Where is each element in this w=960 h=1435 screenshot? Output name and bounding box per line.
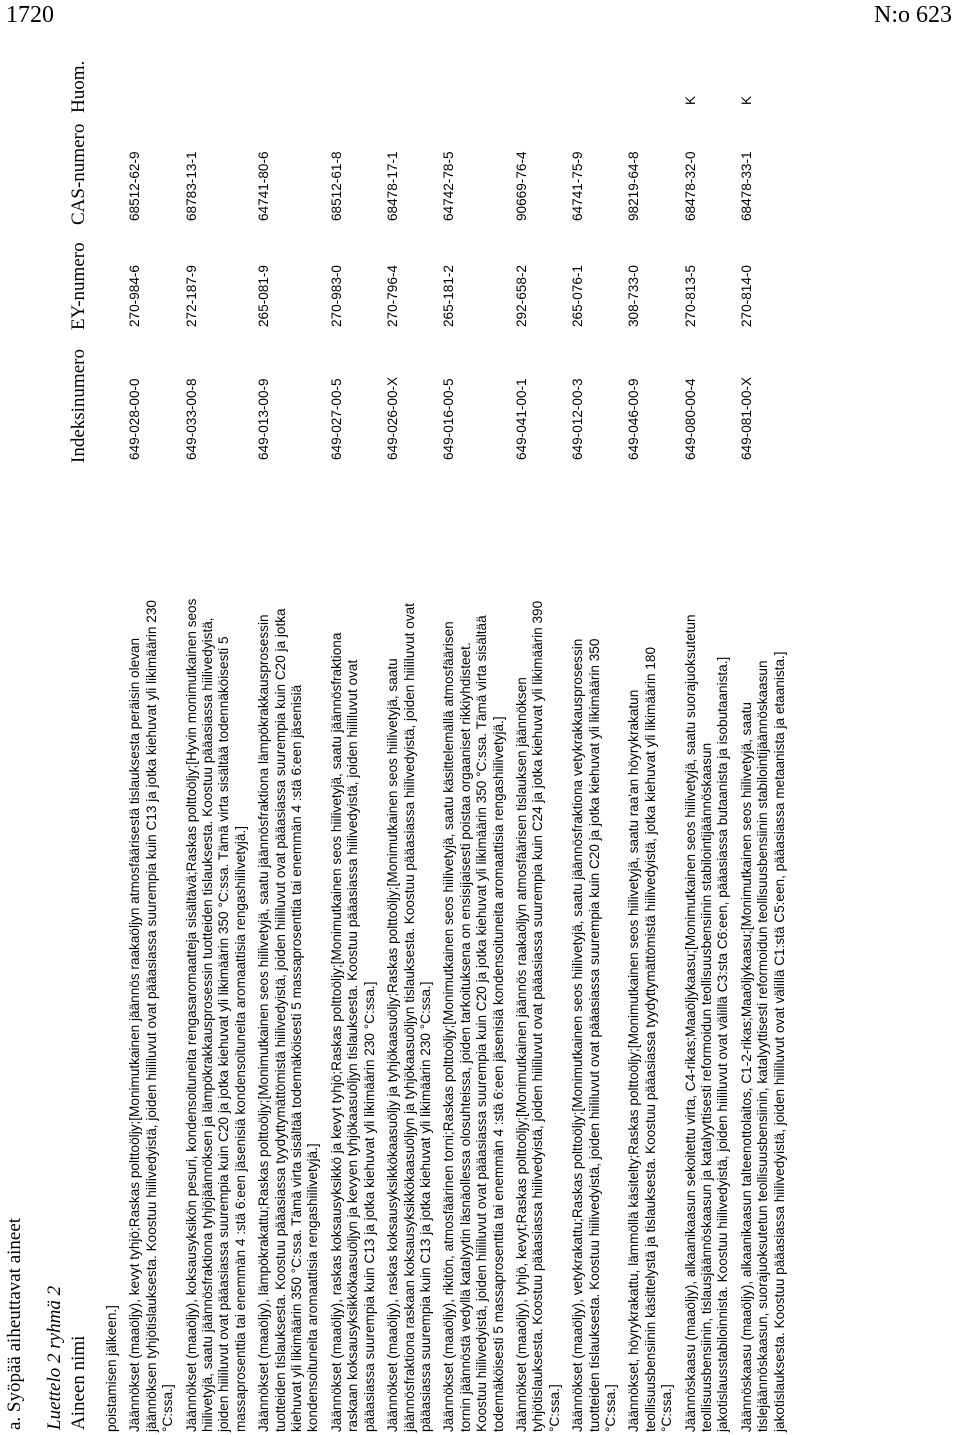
index-number: 649-046-00-9: [626, 378, 642, 460]
ec-number: 270-984-6: [127, 265, 143, 327]
index-number: 649-080-00-4: [682, 378, 698, 460]
cas-number: 64741-80-6: [256, 151, 272, 221]
substance-name: Jäännökset (maaöljy), tyhjö, kevyt;Raskas polttoöljy;[Monimutkainen jäännös raakaöljyn atmosfäärisen tislauksen jäännöksen tyhjötislauksesta. Koostuu pääasiassa hiilivedyistä, joiden hiililuvut ovat pääasiassa suurempia kuin C24 ja jotka kiehuvat yli likimäärin 390 °C:ssa.]: [513, 600, 562, 1432]
column-header-note: Huom.: [68, 60, 89, 113]
table-row: [739, 40, 788, 1435]
substance-name: Jäännökset (maaöljy), vetykrakattu;Raskas polttoöljy;[Monimutkainen seos hiilivetyjä, saatu jäännösfraktiona vetykrakkausprosessin tuotteiden tislauksesta. Koostuu hiilivedyistä, joiden hiililuvut ovat pääasiassa suurempia kuin C20 ja jotka kiehuvat yli likimäärin 350 °C:ssa.]: [570, 638, 618, 1432]
index-number: 649-016-00-5: [441, 378, 457, 460]
column-header-name: Aineen nimi: [68, 1335, 89, 1430]
cas-number: 90669-76-4: [513, 151, 529, 221]
table-row: [570, 40, 619, 1435]
document-number: N:o 623: [874, 2, 952, 28]
column-header-ec: EY-numero: [68, 242, 89, 330]
note: K: [682, 95, 698, 105]
table-caption: Luettelo 2 ryhmä 2: [44, 1285, 65, 1430]
substance-name: Jäännökset, höyrykrakattu, lämmöllä käsitelty;Raskas polttoöljy;[Monimutkainen seos hiilivetyjä, saatu raa'an höyrykrakatun teollisuusbensiinin käsittelystä ja tislauksesta. Koostuu pääasiassa tyydyttymättömistä hiilivedyistä, jotka kiehuvat yli likimäärin 180 °C:ssa.]: [626, 646, 675, 1432]
ec-number: 270-796-4: [385, 265, 401, 327]
substance-name: Jäännökset (maaöljy), rikitön, atmosfäärinen torni;Raskas polttoöljy;[Monimutkainen seos hiilivetyjä, saatu käsittelemällä atmosfäärisen tornin jäännöstä vedyllä katalyytin läsnäollessa olosuhteissa, joiden tarkoituksena on ensisijaisesti poistaa orgaaniset rikkiyhdisteet. Koostuu hiilivedyistä, joiden hiililuvut ovat pääasiassa suurempia kuin C20 ja jotka kiehuvat yli likimäärin 350 °C:ssa. Tämä virta sisältää todennäköisesti 5 massaprosenttia tai enemmän 4 :stä 6:een jäsenisiä kondensoituneita aromaattisia rengashiilivetyjä.]: [441, 615, 506, 1432]
ec-number: 270-814-0: [738, 265, 754, 327]
index-number: 649-012-00-3: [570, 378, 586, 460]
cas-number: 68512-62-9: [127, 151, 143, 221]
column-header-index: Indeksinumero: [68, 349, 89, 463]
cas-number: 98219-64-8: [626, 151, 642, 221]
substance-name: Jäännökset (maaöljy), koksausyksikön pesuri, kondensoituneita rengasaromaatteja sisältävä;Raskas polttoöljy;[Hyvin monimutkainen seos hiilivetyjä, saatu jäännösfraktiona tyhjöjäännöksen ja lämpökrakkausprosessin tuotteiden tislauksesta. Koostuu pääasiassa hiilivedyistä, joiden hiililuvut ovat pääasiassa suurempia kuin C20 ja jotka kiehuvat yli likimäärin 350 °C:ssa. Tämä virta sisältää todennäköisesti 5 massaprosenttia tai enemmän 4 :stä 6:een jäsenisiä kondensoituneita aromaattisia rengashiilivetyjä.]: [183, 598, 248, 1432]
table-row: [441, 40, 507, 1435]
cas-number: 68478-33-1: [738, 151, 754, 221]
index-number: 649-081-00-X: [738, 376, 754, 460]
index-number: 649-013-00-9: [256, 378, 272, 460]
ec-number: 272-187-9: [183, 265, 199, 327]
substance-name: Jäännökset (maaöljy), raskas koksausyksikkö ja kevyt tyhjö;Raskas polttoöljy;[Monimutkainen seos hiilivetyjä, saatu jäännösfraktiona raskaan koksausyksikkökaasuöljyn ja kevyen tyhjökaasuöljyn tislauksesta. Koostuu pääasiassa hiilivedyistä, joiden hiililuvut ovat pääasiassa suurempia kuin C13 ja jotka kiehuvat yli likimäärin 230 °C:ssa.]: [328, 632, 377, 1432]
ec-number: 308-733-0: [626, 265, 642, 327]
rotated-table-page: [0, 40, 955, 1435]
ec-number: 270-813-5: [682, 265, 698, 327]
index-number: 649-027-00-5: [328, 378, 344, 460]
ec-number: 265-076-1: [570, 265, 586, 327]
index-number: 649-028-00-0: [127, 378, 143, 460]
substance-name: Jäännökset (maaöljy), raskas koksausyksikkökaasuöljy ja tyhjökaasuöljy;Raskas polttoöljy;[Monimutkainen seos hiilivetyjä, saatu jäännösfraktiona raskaan koksausyksikkökaasuöljyn ja tyhjökaasuöljyn tislauksesta. Koostuu pääasiassa hiilivedyistä, joiden hiililuvut ovat pääasiassa suurempia kuin C13 ja jotka kiehuvat yli likimäärin 230 °C:ssa.]: [385, 603, 433, 1432]
cas-number: 68478-32-0: [682, 151, 698, 221]
running-header: [0, 0, 960, 40]
substance-name: Jäännöskaasu (maaöljy), alkaanikaasun sekoitettu virta, C4-rikas;Maaöljykaasu;[Monimutkainen seos hiilivetyjä, saatu suorajuoksutetun teollisuusbensiinin, tislausjäännöskaasun ja katalyyttisesti reformoidun teollisuusbensiinin stabilointijäännöskaasun jakotislausstabiloinnista. Koostuu hiilivedyistä, joiden hiililuvut ovat välillä C3:sta C6:een, pääasiassa butaanista ja isobutaanista.]: [682, 614, 731, 1432]
cas-number: 68478-17-1: [385, 151, 401, 221]
table-row: [626, 40, 675, 1435]
note: K: [738, 95, 754, 105]
table-row: [104, 40, 120, 1435]
table-body: [104, 40, 795, 1435]
ec-number: 265-081-9: [256, 265, 272, 327]
page-number: 1720: [6, 2, 54, 28]
index-number: 649-026-00-X: [385, 376, 401, 460]
ec-number: 292-658-2: [513, 265, 529, 327]
table-row: [683, 40, 732, 1435]
table-row: [127, 40, 176, 1435]
table-row: [256, 40, 322, 1435]
ec-number: 270-983-0: [328, 265, 344, 327]
substance-name: Jäännöskaasu (maaöljy), alkaanikaasun talteenottolaitos, C1-2-rikas;Maaöljykaasu;[Monimutkainen seos hiilivetyjä, saatu tislejäännöskaasun, suorajuoksutetun teollisuusbensiinin, katalyyttisesti reformoidun teollisuusbensiinin stabilointijäännöskaasun jakotislauksesta. Koostuu pääasiassa hiilivedyistä, joiden hiililuvut ovat välillä C1:stä C5:een, pääasiassa metaanista ja etaanista.]: [738, 651, 787, 1432]
table-row: [385, 40, 434, 1435]
table-row: [184, 40, 250, 1435]
ec-number: 265-181-2: [441, 265, 457, 327]
cas-number: 64741-75-9: [570, 151, 586, 221]
index-number: 649-041-00-1: [513, 378, 529, 460]
cas-number: 68783-13-1: [183, 151, 199, 221]
index-number: 649-033-00-8: [183, 378, 199, 460]
cas-number: 68512-61-8: [328, 151, 344, 221]
table-row: [514, 40, 563, 1435]
substance-name: Jäännökset (maaöljy), lämpökrakattu;Raskas polttoöljy;[Monimutkainen seos hiilivetyjä, saatu jäännösfraktiona lämpökrakkausprosessin tuotteiden tislauksesta. Koostuu pääasiassa tyydyttymättömistä hiilivedyistä, joiden hiililuvut ovat pääasiassa suurempia kuin C20 ja jotka kiehuvat yli likimäärin 350 °C:ssa. Tämä virta sisältää todennäköisesti 5 massaprosenttia tai enemmän 4 :stä 6:een jäsenisiä kondensoituneita aromaattisia rengashiilivetyjä.]: [256, 608, 321, 1432]
cas-number: 64742-78-5: [441, 151, 457, 221]
substance-name: Jäännökset (maaöljy), kevyt tyhjö;Raskas polttoöljy;[Monimutkainen jäännös raakaöljyn atmosfäärisestä tislauksesta peräisin olevan jäännöksen tyhjötislauksesta. Koostuu hiilivedyistä, joiden hiililuvut ovat pääasiassa suurempia kuin C13 ja jotka kiehuvat yli likimäärin 230 °C:ssa.]: [127, 600, 176, 1432]
column-header-cas: CAS-numero: [68, 123, 89, 225]
section-title: a. Syöpää aiheuttavat aineet: [4, 1217, 25, 1430]
table-row: [329, 40, 378, 1435]
substance-name: poistamisen jälkeen.]: [104, 1305, 119, 1432]
